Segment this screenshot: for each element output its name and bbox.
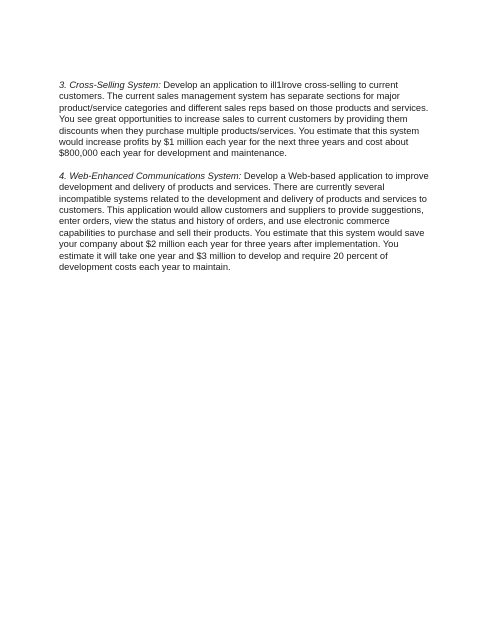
section-heading: 4. Web-Enhanced Communications System: [59, 170, 242, 181]
section-heading: 3. Cross-Selling System: [59, 80, 161, 90]
section-body: Develop an application to ill1lrove cross-selling to current customers. The current sales management system has separate sections for major product/service categories and different sales reps based on those products and services. You see great opportunities to increase sales to current customers by providing them discounts when they purchase multiple products/services. You estimate that this system would increase profits by $1 million each year for the next three years and cost about $800,000 each year for development and maintenance. [59, 80, 429, 159]
section-web-communications [59, 171, 431, 274]
document-content [59, 80, 431, 285]
section-cross-selling [59, 80, 431, 160]
section-body: Develop a Web-based application to improve development and delivery of products and services. There are currently several incompatible systems related to the development and delivery of products and services to customers. This application would allow customers and suppliers to provide suggestions, enter orders, view the status and history of orders, and use electronic commerce capabilities to purchase and sell their products. You estimate that this system would save your company about $2 million each year for three years after implementation. You estimate it will take one year and $3 million to develop and require 20 percent of development costs each year to maintain. [59, 170, 429, 273]
